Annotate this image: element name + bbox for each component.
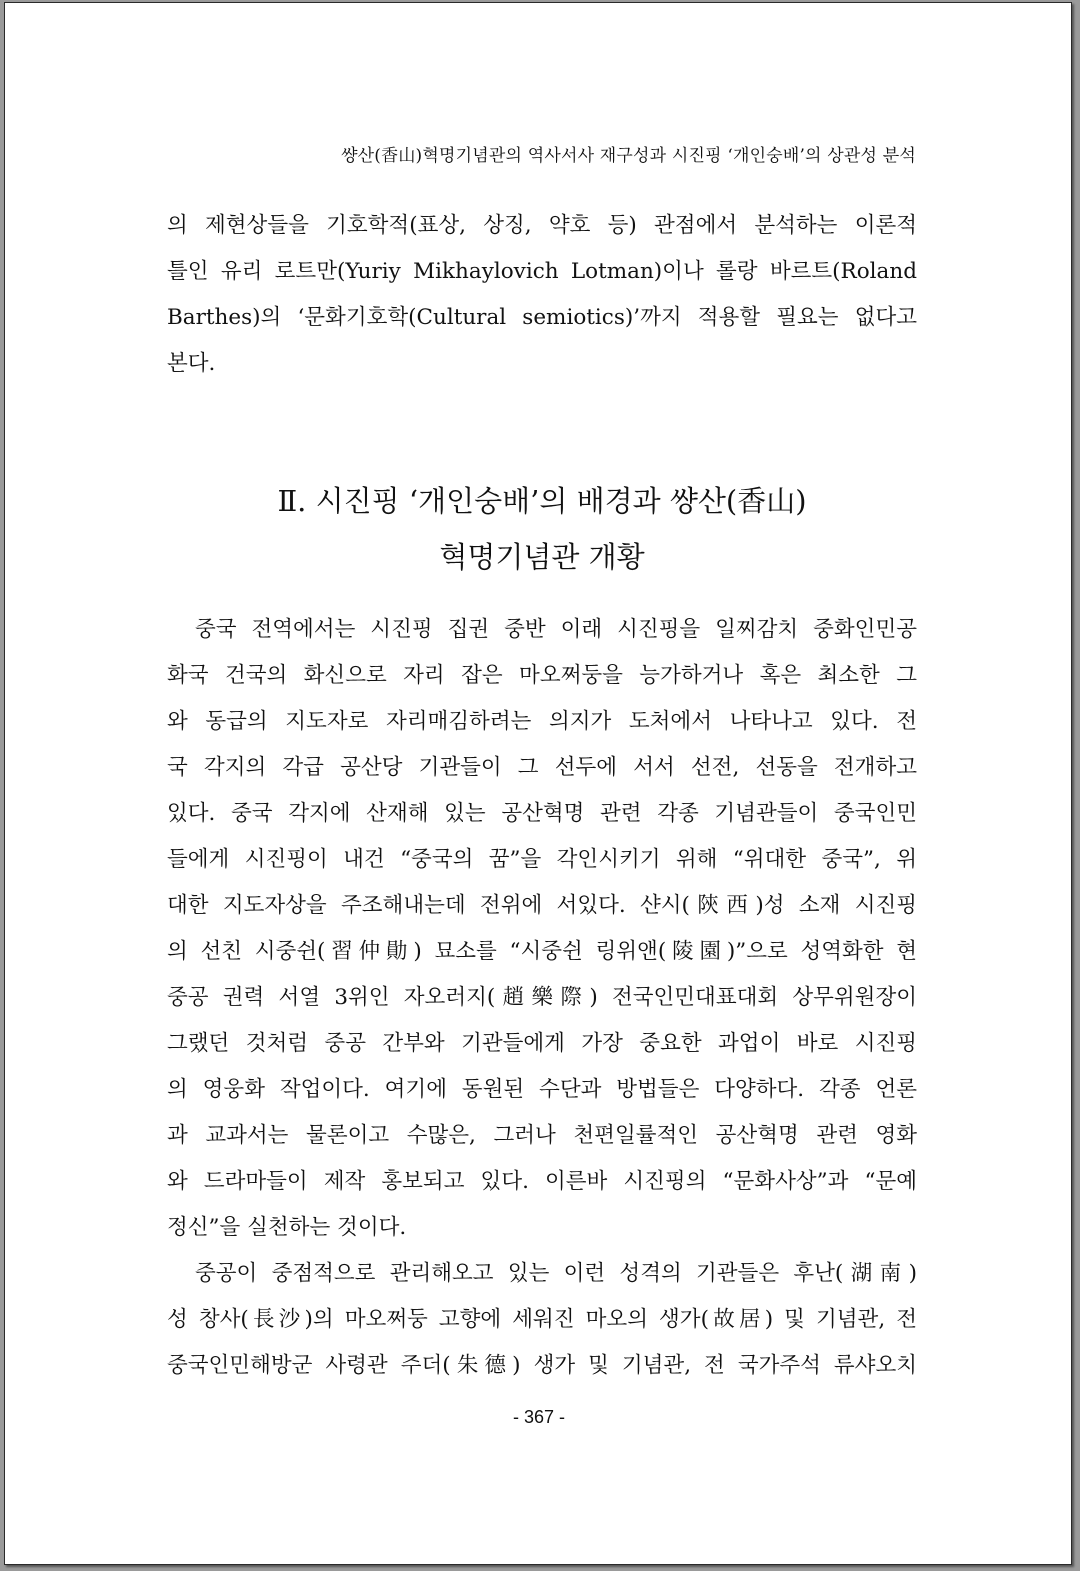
text-line: Barthes)의 ‘문화기호학(Cultural semiotics)’까지 적용할 필요는 없다고 xyxy=(167,305,917,330)
intro-paragraph xyxy=(167,203,917,387)
section-heading-line2: 혁명기념관 개황 xyxy=(439,540,645,574)
text-line: 그랬던 것처럼 중공 간부와 기관들에게 가장 중요한 과업이 바로 시진핑 xyxy=(167,1031,917,1056)
text-line: 정신”을 실천하는 것이다. xyxy=(167,1215,407,1240)
text-line: 본다. xyxy=(167,351,216,376)
text-line: 의 영웅화 작업이다. 여기에 동원된 수단과 방법들은 다양하다. 각종 언론 xyxy=(167,1077,917,1102)
section-heading-line1: Ⅱ. 시진핑 ‘개인숭배’의 배경과 썅산(香山) xyxy=(277,484,807,518)
text-line: 성 창사(長沙)의 마오쩌둥 고향에 세워진 마오의 생가(故居) 및 기념관, 전 xyxy=(167,1307,917,1332)
text-line: 있다. 중국 각지에 산재해 있는 공산혁명 관련 각종 기념관들이 중국인민 xyxy=(167,801,917,826)
text-line: 의 제현상들을 기호학적(표상, 상징, 약호 등) 관점에서 분석하는 이론적 xyxy=(167,213,917,238)
text-line: 틀인 유리 로트만(Yuriy Mikhaylovich Lotman)이나 롤랑 바르트(Roland xyxy=(167,259,917,284)
running-header: 썅산(香山)혁명기념관의 역사서사 재구성과 시진핑 ‘개인숭배’의 상관성 분석 xyxy=(341,146,916,166)
text-line: 중공 권력 서열 3위인 자오러지(趙樂際) 전국인민대표대회 상무위원장이 xyxy=(167,985,917,1010)
text-line: 화국 건국의 화신으로 자리 잡은 마오쩌둥을 능가하거나 혹은 최소한 그 xyxy=(167,663,917,688)
text-line: 들에게 시진핑이 내건 “중국의 꿈”을 각인시키기 위해 “위대한 중국”, 위 xyxy=(167,847,917,872)
text-line: 과 교과서는 물론이고 수많은, 그러나 천편일률적인 공산혁명 관련 영화 xyxy=(167,1123,917,1148)
text-line: 국 각지의 각급 공산당 기관들이 그 선두에 서서 선전, 선동을 전개하고 xyxy=(167,755,917,780)
text-line: 대한 지도자상을 주조해내는데 전위에 서있다. 샨시(陝西)성 소재 시진핑 xyxy=(167,893,917,918)
text-line: 와 동급의 지도자로 자리매김하려는 의지가 도처에서 나타나고 있다. 전 xyxy=(167,709,917,734)
section-body xyxy=(167,607,917,1389)
text-line: 의 선친 시중쉰(習仲勛) 묘소를 “시중쉰 링위앤(陵園)”으로 성역화한 현 xyxy=(167,939,917,964)
text-line: 와 드라마들이 제작 홍보되고 있다. 이른바 시진핑의 “문화사상”과 “문예 xyxy=(167,1169,917,1194)
text-line: 중국 전역에서는 시진핑 집권 중반 이래 시진핑을 일찌감치 중화인민공 xyxy=(195,617,917,642)
paragraph-1 xyxy=(167,607,917,1251)
text-line: 중공이 중점적으로 관리해오고 있는 이런 성격의 기관들은 후난(湖南) xyxy=(195,1261,917,1286)
document-page xyxy=(4,2,1072,1565)
paragraph-2 xyxy=(167,1251,917,1389)
page-number: - 367 - xyxy=(512,1407,566,1427)
text-line: 중국인민해방군 사령관 주더(朱德) 생가 및 기념관, 전 국가주석 류샤오치 xyxy=(167,1353,917,1378)
